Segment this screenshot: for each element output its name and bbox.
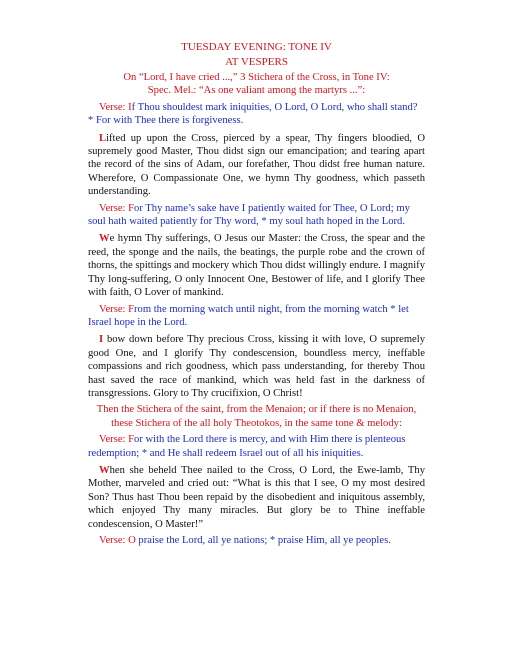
verse-4: Verse: For with the Lord there is mercy, and with Him there is plenteous redemption; * and He shall redeem Israel out of all his iniquities.: [88, 434, 406, 459]
document-page: [88, 40, 425, 547]
sticheron-1: Lifted up upon the Cross, pierced by a spear, Thy fingers bloodied, O supremely good Master, Thou didst sign our emancipation; and tearing apart the record of the sins of Adam, our forefather, Thou didst free human nature. Wherefore, O Compassionate One, we hymn Thy goodness, which passeth understanding.: [88, 132, 425, 198]
verse-5: Verse: O praise the Lord, all ye nations; * praise Him, all ye peoples.: [99, 535, 391, 546]
rubric-menaion: Then the Stichera of the saint, from the Menaion; or if there is no Menaion, these Stichera of the all holy Theotokos, in the same tone & melody:: [96, 404, 417, 429]
verse-2: Verse: For Thy name’s sake have I patiently waited for Thee, O Lord; my soul hath waited patiently for Thy word, * my soul hath hoped in the Lord.: [88, 202, 410, 228]
verse-1: Verse: If Thou shouldest mark iniquities, O Lord, O Lord, who shall stand? * For with Thee there is forgiveness.: [88, 101, 418, 127]
page-title: TUESDAY EVENING: TONE IV: [181, 41, 332, 53]
sticheron-2: We hymn Thy sufferings, O Jesus our Master: the Cross, the spear and the reed, the sponge and the nails, the beatings, the purple robe and the crown of thorns, the spittings and mockery which Thou didst willingly endure. I magnify Thy long-suffering, O only Innocent One, Bestower of life, and I glorify Thee with faith, O Lover of mankind.: [88, 233, 425, 299]
sticheron-3: I bow down before Thy precious Cross, kissing it with love, O supremely good One, and I glorify Thy condescension, boundless mercy, ineffable compassions and rich goodness, which pass understanding, for thereby Thou hast saved the race of mankind, which was held fast in the darkness of transgressions. Glory to Thy crucifixion, O Christ!: [88, 334, 425, 399]
verse-3: Verse: From the morning watch until night, from the morning watch * let Israel hope in the Lord.: [88, 303, 409, 328]
rubric-melody: Spec. Mel.: “As one valiant among the martyrs ...”:: [147, 85, 366, 97]
service-subtitle: AT VESPERS: [225, 56, 288, 68]
theotokion: When she beheld Thee nailed to the Cross, O Lord, the Ewe-lamb, Thy Mother, marveled and cried out: “What is this that I see, O my most desired Son? Thus hast Thou been repaid by the disobedient and iniquitous assembly, which enjoyed Thy many miracles. But glory be to Thine ineffable condescension, O Master!”: [88, 464, 425, 530]
rubric-stichera: On “Lord, I have cried ...,” 3 Stichera of the Cross, in Tone IV:: [123, 72, 390, 83]
